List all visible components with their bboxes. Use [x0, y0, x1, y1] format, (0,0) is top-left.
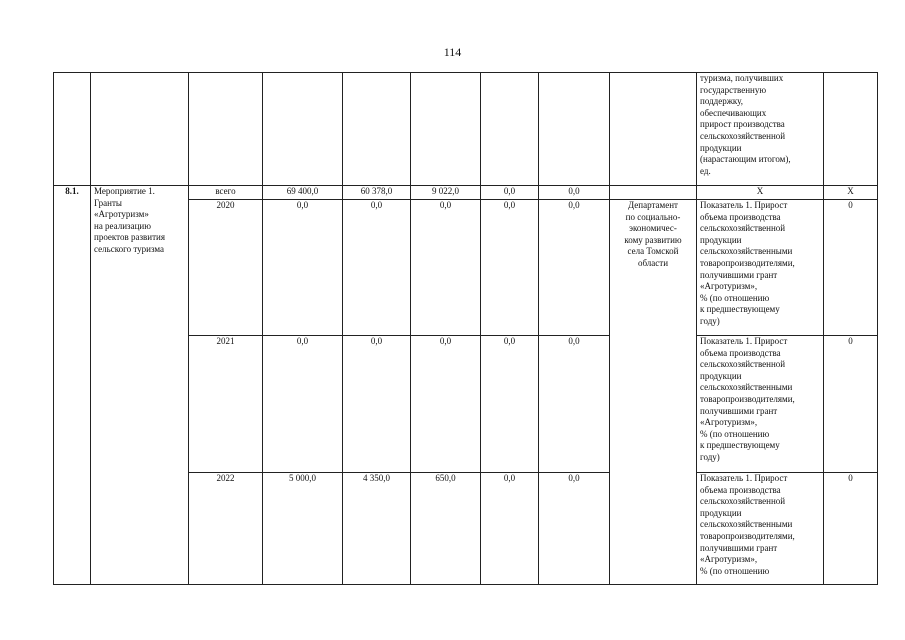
indicator-text: Показатель 1. Прирост объема производства сельскохозяйственной продукции сельскохозяйственными товаропроизводителями, получившими грант «Агротуризм», % (по отношению к предшествующему году): [697, 336, 824, 473]
value-cell: 0,0: [481, 186, 539, 200]
indicator-value: 0: [824, 336, 878, 473]
indicator-text: Показатель 1. Прирост объема производства сельскохозяйственной продукции сельскохозяйственными товаропроизводителями, получившими грант «Агротуризм», % (по отношению к предшествующему году): [697, 200, 824, 336]
program-table: [53, 72, 878, 585]
value-cell: 9 022,0: [411, 186, 481, 200]
value-cell: 0,0: [263, 336, 343, 473]
value-cell: 0,0: [481, 336, 539, 473]
indicator-value-total: Х: [824, 186, 878, 200]
item-name: Мероприятие 1. Гранты «Агротуризм» на реализацию проектов развития сельского туризма: [91, 186, 189, 585]
indicator-tail: туризма, получивших государственную поддержку, обеспечивающих прирост производства сельскохозяйственной продукции (нарастающим итогом), ед.: [697, 73, 824, 186]
cell-empty: [189, 73, 263, 186]
value-cell: 0,0: [343, 336, 411, 473]
value-cell: 0,0: [411, 336, 481, 473]
value-cell: 0,0: [539, 186, 610, 200]
cell-empty: [91, 73, 189, 186]
value-cell: 0,0: [539, 473, 610, 585]
value-cell: 69 400,0: [263, 186, 343, 200]
cell-empty: [539, 73, 610, 186]
indicator-total: Х: [697, 186, 824, 200]
year-cell: 2020: [189, 200, 263, 336]
cell-empty: [411, 73, 481, 186]
cell-empty: [481, 73, 539, 186]
period-total: всего: [189, 186, 263, 200]
cell-empty: [263, 73, 343, 186]
cell-empty: [343, 73, 411, 186]
value-cell: 0,0: [539, 200, 610, 336]
value-cell: 5 000,0: [263, 473, 343, 585]
continuation-row: [54, 73, 878, 186]
value-cell: 0,0: [263, 200, 343, 336]
value-cell: 0,0: [481, 473, 539, 585]
total-row: [54, 186, 878, 200]
value-cell: 0,0: [343, 200, 411, 336]
indicator-value: 0: [824, 473, 878, 585]
page-number: 114: [443, 45, 462, 59]
value-cell: 0,0: [539, 336, 610, 473]
cell-empty: [824, 73, 878, 186]
value-cell: 60 378,0: [343, 186, 411, 200]
indicator-text: Показатель 1. Прирост объема производства сельскохозяйственной продукции сельскохозяйственными товаропроизводителями, получившими грант «Агротуризм», % (по отношению: [697, 473, 824, 585]
item-number: 8.1.: [54, 186, 91, 585]
cell-empty: [610, 73, 697, 186]
year-cell: 2021: [189, 336, 263, 473]
value-cell: 650,0: [411, 473, 481, 585]
indicator-value: 0: [824, 200, 878, 336]
year-cell: 2022: [189, 473, 263, 585]
cell-empty: [610, 186, 697, 200]
value-cell: 4 350,0: [343, 473, 411, 585]
cell-empty: [54, 73, 91, 186]
value-cell: 0,0: [481, 200, 539, 336]
executor: Департамент по социально- экономичес- кому развитию села Томской области: [610, 200, 697, 585]
value-cell: 0,0: [411, 200, 481, 336]
